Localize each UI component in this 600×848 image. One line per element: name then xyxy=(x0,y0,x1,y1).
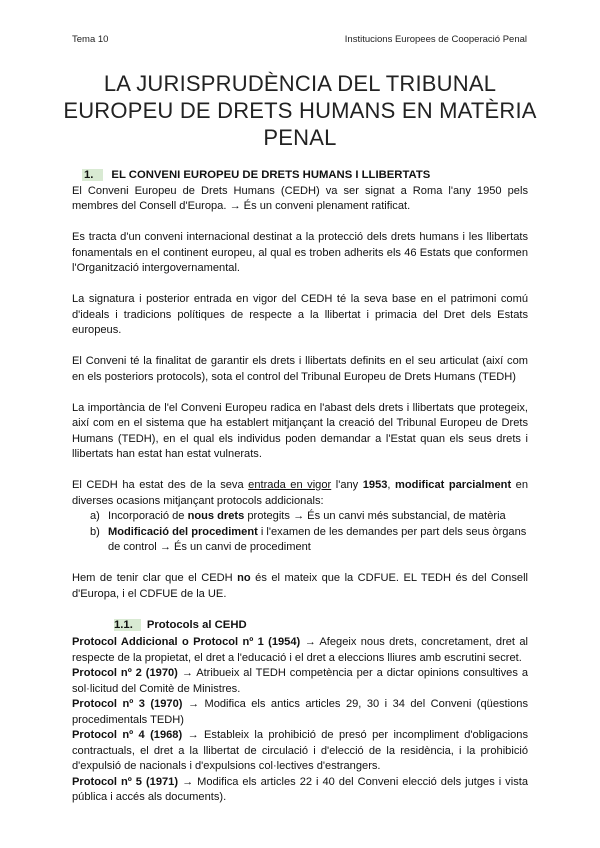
section-1-1-number: 1.1. xyxy=(114,619,141,631)
protocol-item: Protocol Addicional o Protocol nº 1 (1954) → Afegeix nous drets, concretament, dret al respecte de la propietat, el dret a l'educació i el dret a eleccions lliures amb escrutini secret. xyxy=(72,636,528,664)
paragraph-7: Hem de tenir clar que el CEDH no és el mateix que la CDFUE. EL TEDH és del Consell d'Europa, i el CDFUE de la UE. xyxy=(72,572,528,600)
section-1-title: EL CONVENI EUROPEU DE DRETS HUMANS I LLIBERTATS xyxy=(111,169,431,181)
protocol-item: Protocol nº 3 (1970) → Modifica els antics articles 29, 30 i 34 del Conveni (qüestions procedimentals TEDH) xyxy=(72,698,528,726)
header-topic: Tema 10 xyxy=(72,34,109,45)
protocols-list xyxy=(72,635,528,806)
section-1-heading xyxy=(72,168,528,184)
paragraph-3: La signatura i posterior entrada en vigor del CEDH té la seva base en el patrimoni comú d'ideals i tradicions polítiques de respecte a la llibertat i primacia del Dret dels Estats europeus. xyxy=(72,293,528,336)
document-body xyxy=(72,168,528,806)
paragraph-4: El Conveni té la finalitat de garantir els drets i llibertats definits en el seu articulat (així com en els posteriors protocols), sota el control del Tribunal Europeu de Drets Humans (TEDH) xyxy=(72,355,528,383)
paragraph-1: El Conveni Europeu de Drets Humans (CEDH) va ser signat a Roma l'any 1950 pels membres del Consell d'Europa. → És un conveni plenament ratificat. xyxy=(72,184,528,212)
list-item: b) Modificació del procediment i l'examen de les demandes per part dels seus òrgans de control → És un canvi de procediment xyxy=(90,525,527,553)
paragraph-6: El CEDH ha estat des de la seva entrada en vigor l'any 1953, modificat parcialment en diverses ocasions mitjançant protocols addicionals: xyxy=(72,479,529,507)
protocol-item: Protocol nº 5 (1971) → Modifica els articles 22 i 40 del Conveni elecció dels jutges i vista pública i accés als documents). xyxy=(72,775,528,803)
section-1-1-heading xyxy=(72,618,528,634)
section-1-1-title: Protocols al CEHD xyxy=(146,618,247,631)
paragraph-5: La importància de l'el Conveni Europeu radica en l'abast dels drets i llibertats que protegeix, així com en el sistema que ha establert mitjançant la creació del Tribunal Europeu de Drets Humans (TEDH), en el qual els individus poden demandar a l'Estat quan els seus drets i llibertats han estat han estat vulnerats. xyxy=(72,401,528,460)
document-title: LA JURISPRUDÈNCIA DEL TRIBUNAL EUROPEU DE DRETS HUMANS EN MATÈRIA PENAL xyxy=(63,71,537,150)
section-1-number: 1. xyxy=(82,169,103,181)
header-course: Institucions Europees de Cooperació Penal xyxy=(344,34,527,45)
protocol-item: Protocol nº 2 (1970) → Atribueix al TEDH competència per a dictar opinions consultives a sol·licitud del Comitè de Ministres. xyxy=(72,667,528,695)
list-item: a) Incorporació de nous drets protegits → És un canvi més substancial, de matèria xyxy=(90,510,506,522)
paragraph-2: Es tracta d'un conveni internacional destinat a la protecció dels drets humans i les llibertats fonamentals en el continent europeu, al qual es troben adherits els 46 Estats que conformen l'Organització intergovernamental. xyxy=(72,231,528,274)
modification-list xyxy=(72,509,528,556)
underlined-text: entrada en vigor xyxy=(248,479,332,491)
protocol-item: Protocol nº 4 (1968) → Estableix la prohibició de presó per incompliment d'obligacions contractuals, el dret a la llibertat de circulació i d'elecció de la residència, i la prohibició d'expulsió de nacionals i d'expulsions col·lectives d'estrangers. xyxy=(72,729,528,772)
